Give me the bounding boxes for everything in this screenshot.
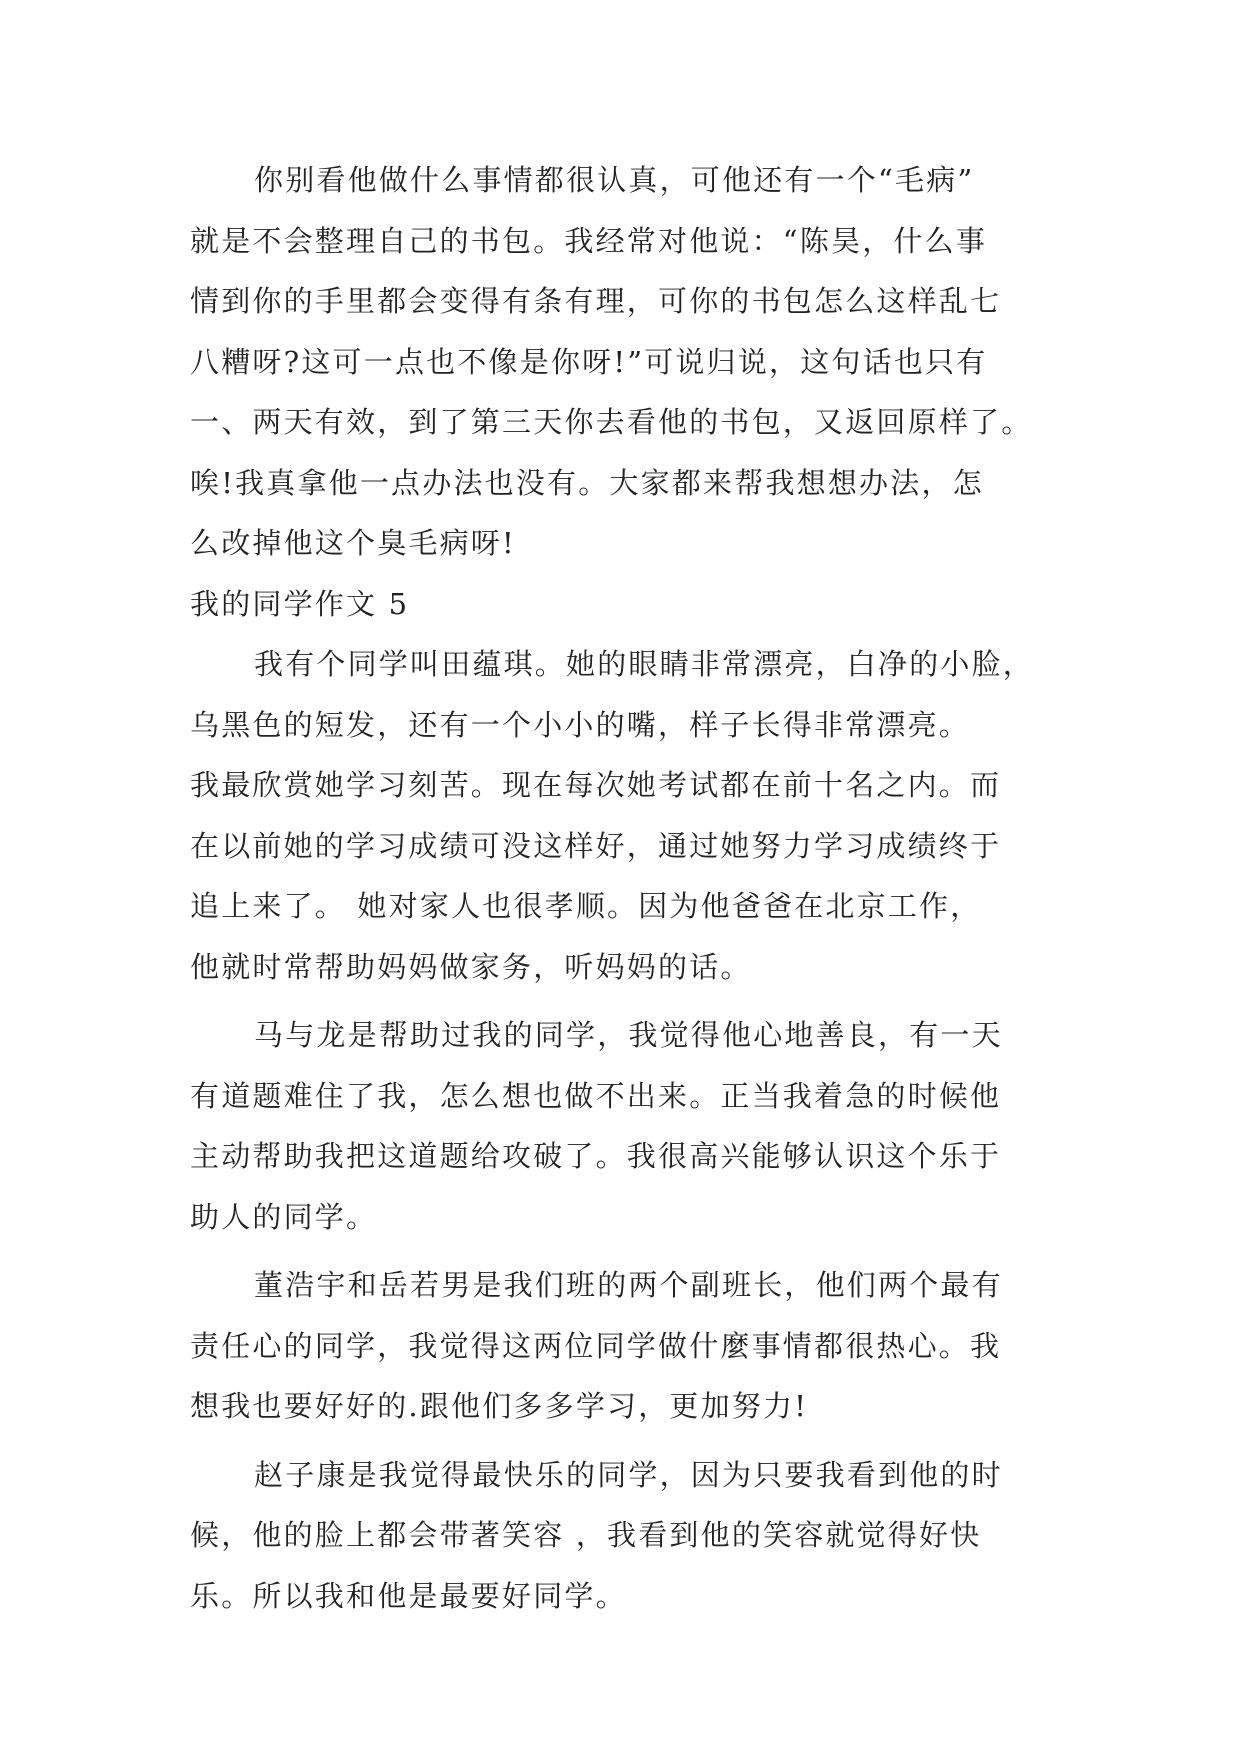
text-line: 么改掉他这个臭毛病呀! [190, 526, 516, 560]
text-line: 他就时常帮助妈妈做家务，听妈妈的话。 [190, 949, 752, 984]
text-line: 就是不会整理自己的书包。我经常对他说：“陈昊，什么事 [190, 223, 988, 258]
paragraph-spacer [190, 997, 1060, 1005]
text-line: 马与龙是帮助过我的同学，我觉得他心地善良，有一天 [254, 1018, 1003, 1052]
text-line: 在以前她的学习成绩可没这样好，通过她努力学习成绩终于 [190, 828, 1002, 863]
paragraph-3 [190, 1005, 1060, 1247]
text-line: 责任心的同学，我觉得这两位同学做什麼事情都很热心。我 [190, 1328, 1002, 1363]
paragraph-1 [190, 150, 1060, 574]
text-line: 我最欣赏她学习刻苦。现在每次她考试都在前十名之内。而 [190, 768, 1002, 802]
text-line: 主动帮助我把这道题给攻破了。我很高兴能够认识这个乐于 [190, 1139, 1002, 1173]
text-line: 乐。所以我和他是最要好同学。 [190, 1578, 627, 1613]
text-line: 追上来了。 她对家人也很孝顺。因为他爸爸在北京工作， [190, 889, 982, 923]
text-line: 一、两天有效，到了第三天你去看他的书包，又返回原样了。 [190, 405, 1033, 439]
text-line: 乌黑色的短发，还有一个小小的嘴，样子长得非常漂亮。 [190, 707, 971, 742]
paragraph-spacer [190, 1247, 1060, 1255]
text-line: 董浩宇和岳若男是我们班的两个副班长，他们两个最有 [254, 1268, 1003, 1302]
text-line: 助人的同学。 [190, 1199, 378, 1234]
paragraph-4 [190, 1255, 1060, 1437]
text-line: 赵子康是我觉得最快乐的同学，因为只要我看到他的时 [254, 1457, 1003, 1492]
section-heading: 我的同学作文 5 [190, 586, 410, 621]
text-line: 唉!我真拿他一点办法也没有。大家都来帮我想想办法，怎 [190, 465, 984, 500]
paragraph-5 [190, 1445, 1060, 1627]
text-line: 八糟呀?这可一点也不像是你呀!”可说归说，这句话也只有 [190, 344, 988, 379]
text-line: 想我也要好好的.跟他们多多学习，更加努力! [190, 1389, 809, 1423]
text-line: 情到你的手里都会变得有条有理，可你的书包怎么这样乱七 [190, 284, 1002, 318]
text-line: 有道题难住了我，怎么想也做不出来。正当我着急的时候他 [190, 1078, 1002, 1113]
document-body [190, 150, 1060, 1626]
paragraph-spacer [190, 1437, 1060, 1445]
text-line: 我有个同学叫田蕴琪。她的眼睛非常漂亮，白净的小脸， [254, 647, 1035, 681]
paragraph-2 [190, 634, 1060, 997]
text-line: 你别看他做什么事情都很认真，可他还有一个“毛病” [254, 163, 975, 197]
text-line: 候，他的脸上都会带著笑容 ，我看到他的笑容就觉得好快 [190, 1518, 982, 1552]
